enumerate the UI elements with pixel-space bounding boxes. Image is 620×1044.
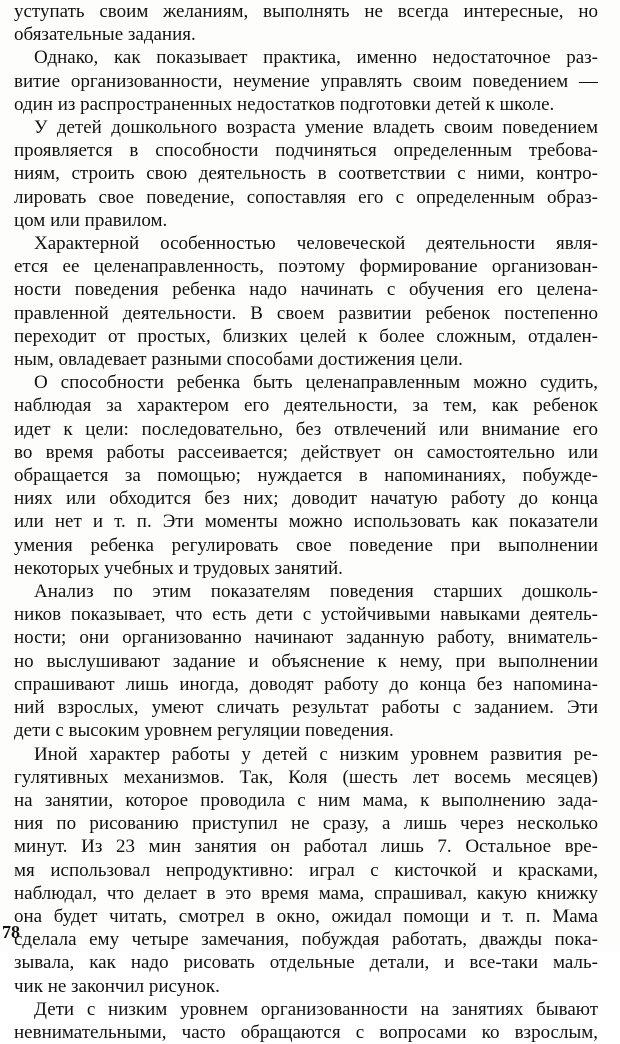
paragraph: [14, 371, 598, 580]
text-line: обращается за помощью; нуждается в напоминаниях, побужде-: [14, 465, 598, 487]
paragraph: [14, 743, 598, 998]
text-line: или нет и т. п. Эти моменты можно использовать как показатели: [14, 511, 598, 533]
text-line: лировать свое поведение, сопоставляя его с определенным образ-: [14, 186, 598, 208]
text-line: Иной характер работы у детей с низким уровнем развития ре-: [34, 743, 598, 765]
text-line: уступать своим желаниям, выполнять не всегда интересные, но: [14, 1, 598, 22]
text-line: мя использовал непродуктивно: играл с кисточкой и красками,: [14, 859, 598, 881]
paragraph: [14, 46, 598, 116]
text-line: обязательные задания.: [14, 24, 196, 46]
text-line: дети с высоким уровнем регуляции поведения.: [14, 720, 394, 742]
text-line: ников показывает, что есть дети с устойчивыми навыками деятель-: [14, 604, 598, 626]
text-line: ний взрослых, умеют сличать результат работы с заданием. Эти: [14, 697, 598, 719]
text-line: цом или правилом.: [14, 209, 168, 231]
text-line: во время работы рассеивается; действует он самостоятельно или: [14, 441, 598, 463]
text-line: сделала ему четыре замечания, побуждая работать, дважды пока-: [14, 929, 598, 951]
text-line: но выслушивают задание и объяснение к нему, при выполнении: [14, 650, 598, 672]
text-line: Анализ по этим показателям поведения старших дошколь-: [34, 581, 598, 603]
text-line: ности; они организованно начинают заданную работу, вниматель-: [14, 627, 598, 649]
text-line: Характерной особенностью человеческой деятельности явля-: [34, 233, 598, 255]
text-line: проявляется в способности подчиняться определенным требова-: [14, 140, 598, 162]
paragraph: [14, 232, 598, 371]
paragraph: [14, 580, 598, 742]
text-line: умения ребенка регулировать свое поведение при выполнении: [14, 534, 598, 556]
paragraph: [14, 0, 598, 46]
text-line: правленной деятельности. В своем развитии ребенок постепенно: [14, 302, 598, 324]
page-number: 78: [2, 922, 20, 942]
text-line: спрашивают лишь иногда, доводят работу до конца без напомина-: [14, 673, 598, 695]
text-line: ется ее целенаправленность, поэтому формирование организован-: [14, 256, 598, 278]
text-line: минут. Из 23 мин занятия он работал лишь 7. Остальное вре-: [14, 836, 598, 858]
text-line: У детей дошкольного возраста умение владеть своим поведением: [34, 117, 598, 139]
text-line: переходит от простых, близких целей к более сложным, отдален-: [14, 325, 598, 347]
text-line: один из распространенных недостатков подготовки детей к школе.: [14, 93, 555, 115]
text-line: ным, овладевает разными способами достижения цели.: [14, 349, 463, 371]
text-line: на занятии, которое проводила с ним мама, к выполнению зада-: [14, 789, 598, 811]
text-line: ниям, строить свою деятельность в соответствии с ними, контро-: [14, 163, 598, 185]
text-line: гулятивных механизмов. Так, Коля (шесть лет восемь месяцев): [14, 766, 598, 788]
text-line: зывала, как надо рисовать отдельные детали, и все-таки маль-: [14, 952, 598, 974]
text-line: ниях или обходится без них; доводит начатую работу до конца: [14, 488, 598, 510]
paragraph: [14, 998, 598, 1044]
text-line: идет к цели: последовательно, без отвлечений или внимание его: [14, 418, 598, 440]
text-line: Дети с низким уровнем организованности на занятиях бывают: [34, 998, 598, 1020]
body-text: [14, 0, 598, 1044]
text-line: ния по рисованию приступил не сразу, а лишь через несколько: [14, 813, 598, 835]
paragraph: [14, 116, 598, 232]
text-line: невнимательными, часто обращаются с вопросами ко взрослым,: [14, 1021, 598, 1043]
text-line: наблюдая за характером его деятельности, за тем, как ребенок: [14, 395, 598, 417]
text-line: Однако, как показывает практика, именно недостаточное раз-: [34, 47, 598, 69]
text-line: ности поведения ребенка надо начинать с обучения его целена-: [14, 279, 598, 301]
text-line: чик не закончил рисунок.: [14, 975, 220, 997]
text-line: некоторых учебных и трудовых занятий.: [14, 557, 343, 579]
text-line: она будет читать, смотрел в окно, ожидал помощи и т. п. Мама: [14, 905, 598, 927]
text-line: наблюдал, что делает в это время мама, спрашивал, какую книжку: [14, 882, 598, 904]
text-line: витие организованности, неумение управлять своим поведением —: [14, 70, 598, 92]
text-line: О способности ребенка быть целенаправленным можно судить,: [34, 372, 598, 394]
